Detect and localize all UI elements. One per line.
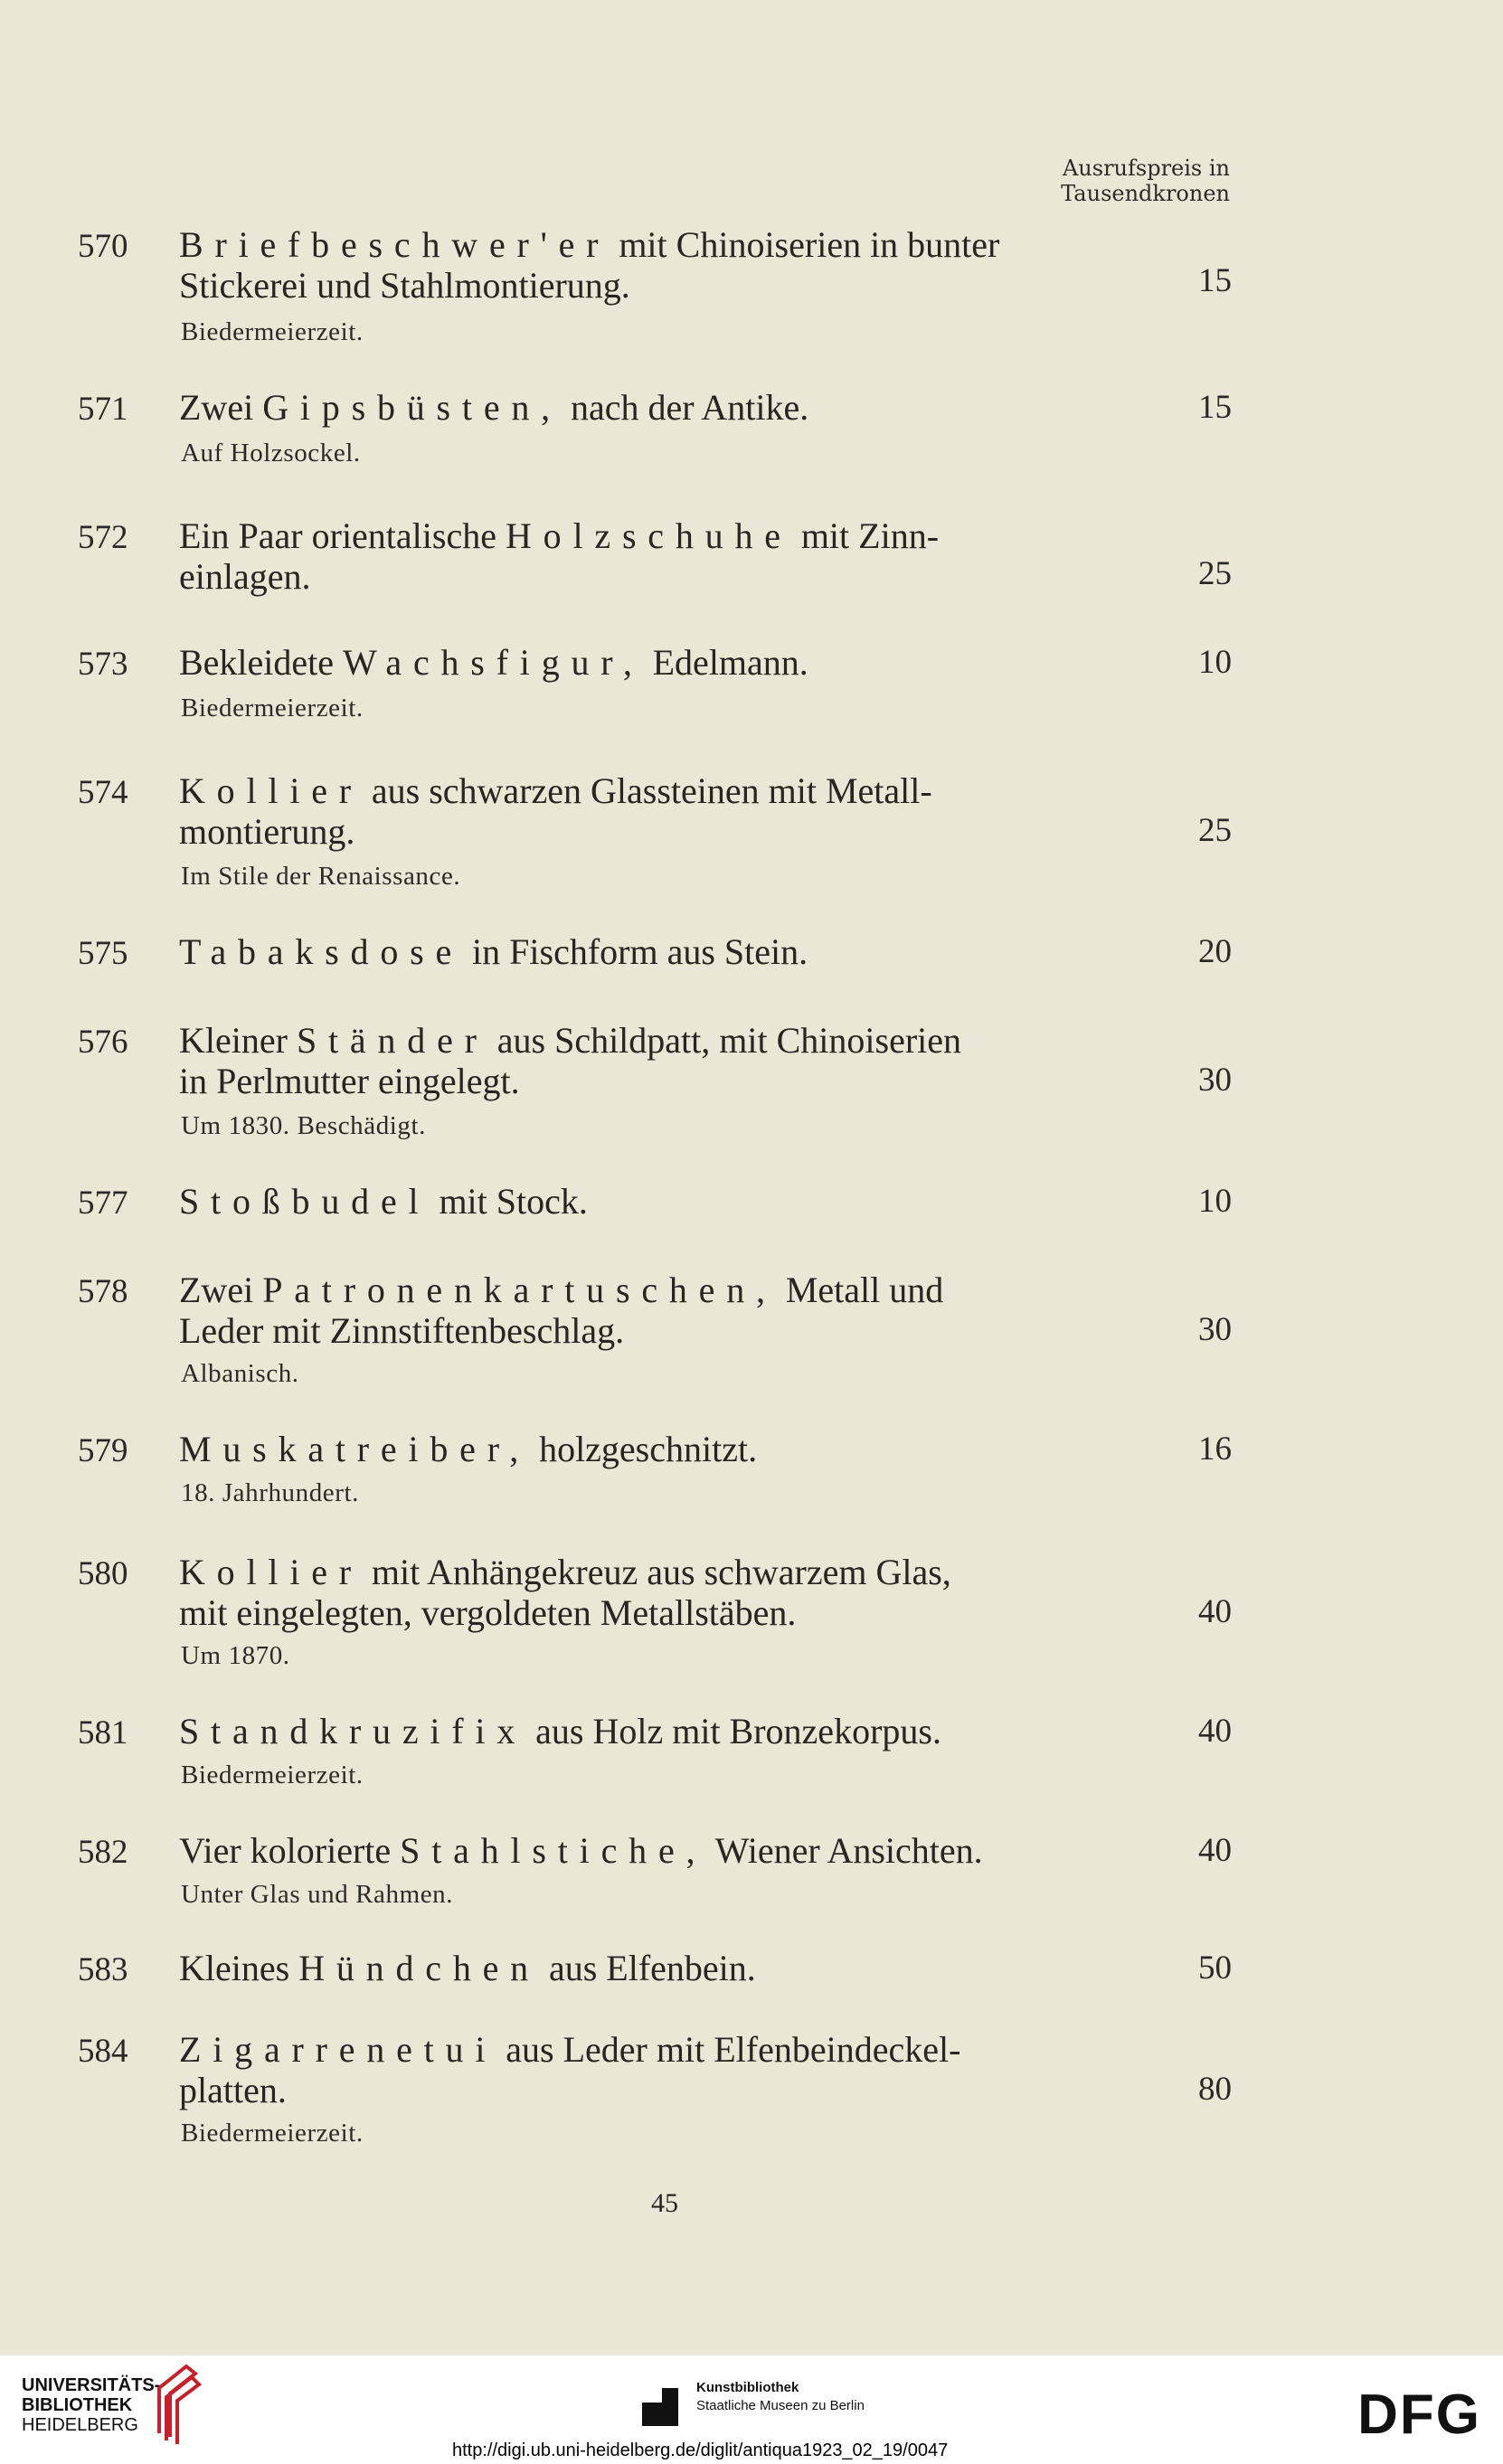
entry-price: 30	[1198, 1062, 1232, 1099]
entry-price: 20	[1198, 933, 1232, 970]
entry-title-rest: mit Anhängekreuz aus schwarzem Glas,	[362, 1552, 951, 1592]
entry-keyword: Gipsbüsten,	[262, 387, 562, 428]
entry-title-line2: montierung.	[179, 811, 355, 852]
entry-title-rest: in Fischform aus Stein.	[463, 931, 808, 972]
entry-title-line2: einlagen.	[179, 556, 311, 597]
entry-note: Auf Holzsockel.	[181, 439, 361, 467]
entry-title-line2: Stickerei und Stahlmontierung.	[179, 265, 630, 306]
uni-line-3: HEIDELBERG	[22, 2415, 138, 2435]
price-column-header	[1061, 156, 1230, 206]
entry-number: 575	[78, 935, 128, 972]
entry-note: Um 1830. Beschädigt.	[181, 1111, 426, 1140]
entry-price: 40	[1198, 1832, 1232, 1869]
entry-price: 80	[1198, 2071, 1232, 2108]
entry-title-rest: mit Chinoiserien in bunter	[610, 224, 1000, 265]
uni-line-1: UNIVERSITÄTS-	[22, 2375, 161, 2395]
entry-number: 581	[78, 1714, 128, 1751]
entry-title-rest: aus Schildpatt, mit Chinoiserien	[487, 1020, 962, 1061]
entry-title	[179, 1948, 1147, 1988]
entry-title-line2: platten.	[179, 2070, 287, 2110]
entry-title	[179, 770, 1147, 852]
entry-title	[179, 1270, 1147, 1351]
entry-note: Im Stile der Renaissance.	[181, 862, 461, 891]
entry-number: 580	[78, 1555, 128, 1592]
entry-keyword: Holzschuhe	[505, 515, 792, 556]
entry-note: Biedermeierzeit.	[181, 317, 364, 346]
entry-title-rest: aus schwarzen Glassteinen mit Metall-	[362, 770, 932, 811]
entry-price: 16	[1198, 1430, 1232, 1468]
entry-price: 25	[1198, 555, 1232, 592]
entry-keyword: Hündchen	[298, 1948, 540, 1988]
entry-title-rest: holzgeschnitzt.	[530, 1429, 758, 1469]
entry-note: 18. Jahrhundert.	[181, 1478, 359, 1507]
entry-price: 15	[1198, 389, 1232, 426]
entry-note: Albanisch.	[181, 1359, 299, 1388]
kunstbibliothek-text	[696, 2379, 865, 2415]
footer-bar	[0, 2355, 1503, 2464]
entry-number: 574	[78, 774, 128, 811]
entry-title-rest: nach der Antike.	[562, 387, 809, 428]
entry-title-pre: Zwei	[179, 1270, 263, 1310]
entry-title-pre: Kleiner	[179, 1020, 297, 1061]
entry-keyword: Kollier	[179, 1552, 363, 1592]
entry-number: 577	[78, 1185, 128, 1222]
entry-keyword: Zigarrenetui	[179, 2029, 497, 2070]
entry-keyword: Ständer	[296, 1020, 488, 1061]
entry-note: Biedermeierzeit.	[181, 1761, 364, 1789]
uni-library-mark-icon	[150, 2361, 204, 2448]
header-line-1: Ausrufspreis in	[1062, 156, 1230, 181]
entry-title-pre: Zwei	[179, 387, 263, 428]
entry-title	[179, 1711, 1147, 1751]
entry-keyword: Tabaksdose	[179, 931, 464, 972]
entry-title	[179, 1429, 1147, 1469]
kunstbibliothek-mark-icon	[642, 2388, 678, 2426]
entry-price: 10	[1198, 1183, 1232, 1220]
kb-line-1: Kunstbibliothek	[696, 2380, 799, 2395]
entry-title	[179, 1181, 1147, 1222]
entry-title	[179, 1552, 1147, 1633]
entry-price: 10	[1198, 644, 1232, 681]
entry-note: Um 1870.	[181, 1641, 290, 1670]
entry-keyword: Standkruzifix	[179, 1711, 527, 1751]
entry-title-line2: mit eingelegten, vergoldeten Metallstäben.	[179, 1592, 797, 1633]
entry-title-rest: aus Elfenbein.	[539, 1948, 756, 1988]
entry-title-rest: aus Holz mit Bronzekorpus.	[526, 1711, 941, 1751]
entry-title-rest: Wiener Ansichten.	[706, 1830, 983, 1871]
entry-title-line2: in Perlmutter eingelegt.	[179, 1061, 520, 1101]
entry-title	[179, 2029, 1147, 2110]
university-library-logo[interactable]	[22, 2375, 160, 2435]
entry-number: 576	[78, 1024, 128, 1061]
entry-title-rest: mit Zinn-	[791, 515, 940, 556]
entry-title	[179, 642, 1147, 683]
entry-number: 578	[78, 1273, 128, 1310]
entry-keyword: Briefbeschwer'er	[179, 224, 610, 265]
entry-title	[179, 387, 1147, 428]
entry-note: Unter Glas und Rahmen.	[181, 1880, 454, 1909]
entry-title-pre: Bekleidete	[179, 642, 344, 683]
entry-title	[179, 1020, 1147, 1101]
entry-price: 40	[1198, 1593, 1232, 1630]
entry-keyword: Wachsfigur,	[343, 642, 644, 683]
entry-price: 25	[1198, 812, 1232, 849]
entry-title	[179, 224, 1147, 306]
dfg-logo[interactable]: DFG	[1357, 2384, 1481, 2446]
entry-title-line2: Leder mit Zinnstiftenbeschlag.	[179, 1310, 625, 1351]
entry-title	[179, 1830, 1147, 1871]
entry-number: 571	[78, 391, 128, 428]
entry-price: 50	[1198, 1949, 1232, 1987]
entry-title-rest: Edelmann.	[643, 642, 808, 683]
entry-title-rest: Metall und	[776, 1270, 944, 1310]
entry-number: 572	[78, 519, 128, 556]
entry-title-pre: Vier kolorierte	[179, 1830, 401, 1871]
entry-price: 30	[1198, 1311, 1232, 1348]
entry-title-rest: aus Leder mit Elfenbeindeckel-	[496, 2029, 961, 2070]
entry-keyword: Patronenkartuschen,	[262, 1270, 777, 1310]
entry-title-rest: mit Stock.	[430, 1181, 588, 1222]
entry-title-pre: Ein Paar orientalische	[179, 515, 506, 556]
entry-title	[179, 515, 1147, 597]
entry-price: 40	[1198, 1713, 1232, 1750]
entry-keyword: Muskatreiber,	[179, 1429, 531, 1469]
entry-number: 582	[78, 1834, 128, 1871]
entry-number: 584	[78, 2033, 128, 2070]
entry-title-pre: Kleines	[179, 1948, 299, 1988]
entry-title	[179, 931, 1147, 972]
entry-number: 583	[78, 1951, 128, 1988]
entry-note: Biedermeierzeit.	[181, 2119, 364, 2148]
page-number: 45	[651, 2188, 678, 2218]
header-line-2: Tausendkronen	[1061, 181, 1230, 206]
kb-line-2: Staatliche Museen zu Berlin	[696, 2398, 865, 2413]
entry-number: 570	[78, 228, 128, 265]
entry-note: Biedermeierzeit.	[181, 694, 364, 722]
entry-keyword: Stahlstiche,	[400, 1830, 707, 1871]
entry-price: 15	[1198, 262, 1232, 299]
uni-line-2: BIBLIOTHEK	[22, 2395, 133, 2415]
entry-number: 573	[78, 646, 128, 683]
entry-keyword: Stoßbudel	[179, 1181, 430, 1222]
entry-keyword: Kollier	[179, 770, 363, 811]
permalink-url[interactable]: http://digi.ub.uni-heidelberg.de/diglit/antiqua1923_02_19/0047	[452, 2440, 949, 2460]
entry-number: 579	[78, 1432, 128, 1469]
